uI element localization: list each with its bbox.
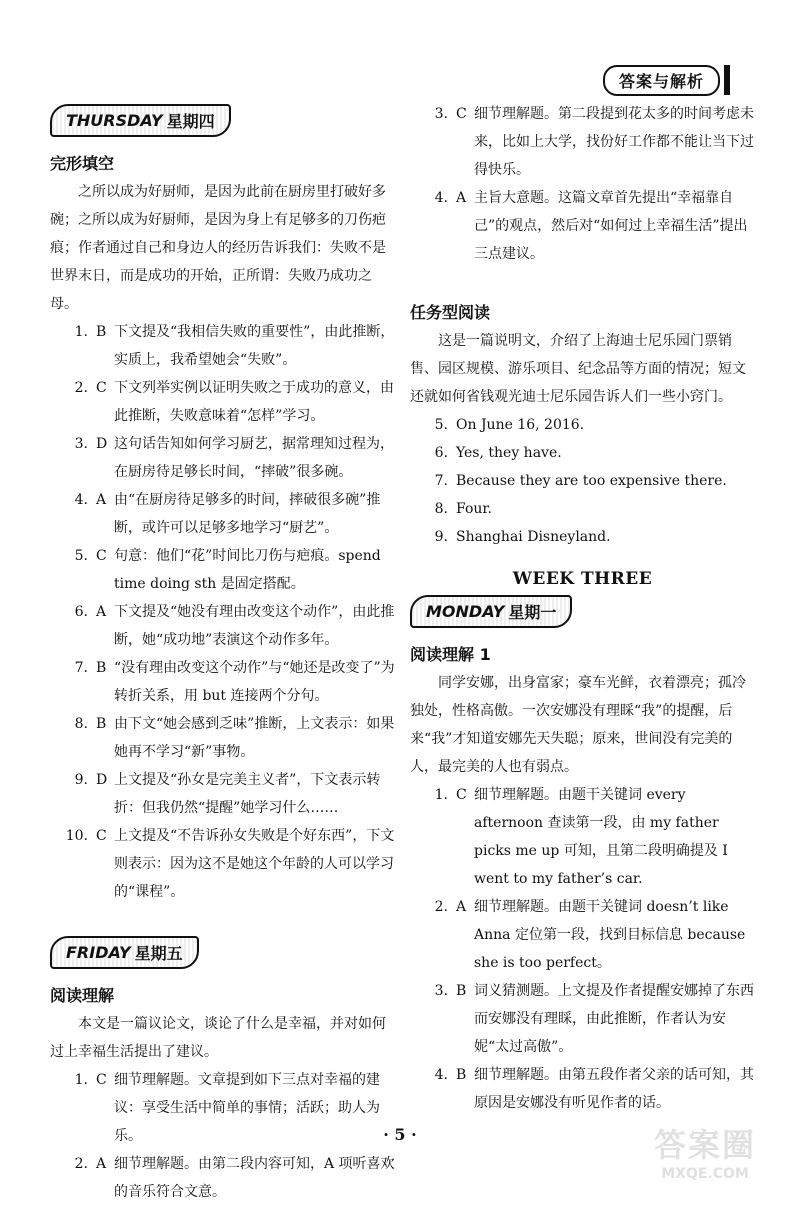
day-tag-friday	[50, 936, 199, 969]
page-number: · 5 ·	[383, 1125, 417, 1144]
answer-item	[50, 374, 395, 430]
reading-answer-list-cont	[410, 100, 755, 268]
week-title: WEEK THREE	[512, 569, 653, 589]
item-text: Shanghai Disneyland.	[456, 529, 611, 545]
item-num: 3.	[434, 983, 448, 999]
day-tag-en: FRIDAY	[66, 943, 131, 962]
item-answer: B	[96, 324, 107, 340]
item-answer: C	[96, 828, 107, 844]
item-num: 2.	[434, 899, 448, 915]
item-text: 下文提及“她没有理由改变这个动作”，由此推断，她“成功地”表演这个动作多年。	[114, 604, 395, 648]
item-num: 4.	[434, 1067, 448, 1083]
item-answer: A	[456, 899, 467, 915]
item-text: 细节理解题。文章提到如下三点对幸福的建议：享受生活中简单的事情；活跃；助人为乐。	[114, 1072, 380, 1144]
item-answer: C	[96, 1072, 107, 1088]
item-num: 3.	[434, 106, 448, 122]
item-text: 细节理解题。由第五段作者父亲的话可知，其原因是安娜没有听见作者的话。	[474, 1067, 754, 1111]
item-answer: B	[96, 716, 107, 732]
item-num: 9.	[434, 529, 448, 545]
item-num: 2.	[74, 1156, 88, 1172]
item-num: 9.	[74, 772, 88, 788]
reading-1-answer-list	[410, 781, 755, 1117]
reading-summary: 本文是一篇议论文，谈论了什么是幸福，并对如何过上幸福生活提出了建议。	[50, 1016, 386, 1060]
item-text: 词义猜测题。上文提及作者提醒安娜掉了东西而安娜没有理睬，由此推断，作者认为安妮“太过高傲”。	[474, 983, 754, 1055]
answer-item	[410, 184, 755, 268]
item-text: 由下文“她会感到乏味”推断，上文表示：如果她再不学习“新”事物。	[114, 716, 395, 760]
item-answer: D	[96, 436, 108, 452]
item-num: 4.	[74, 492, 88, 508]
task-answer-list	[410, 411, 755, 551]
day-tag-thursday	[50, 104, 231, 137]
answer-item	[410, 523, 755, 551]
item-text: Yes, they have.	[456, 445, 562, 461]
item-num: 6.	[434, 445, 448, 461]
answer-item	[50, 318, 395, 374]
item-answer: B	[456, 1067, 467, 1083]
item-text: 细节理解题。由题干关键词 doesn’t like Anna 定位第一段，找到目标信息 because she is too perfect。	[474, 899, 746, 971]
item-text: 这句话告知如何学习厨艺，据常理知过程为，在厨房待足够长时间，“摔破”很多碗。	[114, 436, 394, 480]
item-num: 1.	[74, 324, 88, 340]
item-text: 下文列举实例以证明失败之于成功的意义，由此推断，失败意味着“怎样”学习。	[114, 380, 394, 424]
item-num: 7.	[434, 473, 448, 489]
item-text: 细节理解题。由第二段内容可知，A 项听喜欢的音乐符合文意。	[114, 1156, 395, 1200]
item-num: 2.	[74, 380, 88, 396]
answer-item	[50, 486, 395, 542]
item-num: 1.	[74, 1072, 88, 1088]
answer-item	[410, 977, 755, 1061]
item-text: 上文提及“孙女是完美主义者”，下文表示转折：但我仍然“提醒”她学习什么……	[114, 772, 381, 816]
item-text: 下文提及“我相信失败的重要性”，由此推断，实质上，我希望她会“失败”。	[114, 324, 395, 368]
day-tag-monday	[410, 595, 572, 628]
cloze-answer-list	[50, 318, 395, 906]
answer-item	[50, 710, 395, 766]
answer-item	[410, 100, 755, 184]
item-answer: A	[96, 604, 107, 620]
day-tag-cn: 星期一	[508, 603, 557, 622]
item-num: 3.	[74, 436, 88, 452]
item-answer: C	[456, 106, 467, 122]
item-num: 5.	[74, 548, 88, 564]
spacer	[410, 268, 755, 294]
answer-item	[50, 1150, 395, 1206]
cloze-summary: 之所以成为好厨师，是因为此前在厨房里打破好多碗；之所以成为好厨师，是因为身上有足够多的刀伤疤痕；作者通过自己和身边人的经历告诉我们：失败不是世界末日，而是成功的开始，正所谓：失败乃成功之母。	[50, 184, 386, 312]
item-answer: B	[96, 660, 107, 676]
answer-item	[410, 781, 755, 893]
item-answer: A	[96, 492, 107, 508]
watermark-url: MXQE.COM	[661, 1166, 749, 1182]
item-answer: D	[96, 772, 108, 788]
item-text: 句意：他们“花”时间比刀伤与疤痕。spend time doing sth 是固定搭配。	[114, 548, 381, 592]
day-tag-cn: 星期四	[166, 112, 215, 131]
item-answer: A	[456, 190, 467, 206]
answer-item	[50, 822, 395, 906]
spacer	[50, 906, 395, 932]
item-text: “没有理由改变这个动作”与“她还是改变了”为转折关系，用 but 连接两个分句。	[114, 660, 395, 704]
right-column	[410, 100, 755, 1117]
answer-item	[50, 598, 395, 654]
item-text: 细节理解题。由题干关键词 every afternoon 查读第一段，由 my father picks me up 可知，且第二段明确提及 I went to my father’s car.	[474, 787, 728, 887]
header-section-tag	[603, 65, 730, 95]
day-tag-en: THURSDAY	[66, 111, 163, 130]
watermark-logo	[630, 1120, 780, 1190]
item-answer: A	[96, 1156, 107, 1172]
section-title-cloze: 完形填空	[50, 154, 115, 173]
reading-1-summary: 同学安娜，出身富家；豪车光鲜，衣着漂亮；孤冷独处，性格高傲。一次安娜没有理睬“我”的提醒，后来“我”才知道安娜先天失聪；原来，世间没有完美的人，最完美的人也有弱点。	[410, 675, 746, 775]
answer-item	[50, 542, 395, 598]
answer-item	[50, 654, 395, 710]
item-answer: C	[96, 548, 107, 564]
answer-item	[410, 1061, 755, 1117]
item-text: 细节理解题。第二段提到花太多的时间考虑未来，比如上大学，找份好工作都不能让当下过得快乐。	[474, 106, 754, 178]
answer-item	[410, 495, 755, 523]
item-answer: C	[456, 787, 467, 803]
answer-item	[410, 467, 755, 495]
item-text: 上文提及“不告诉孙女失败是个好东西”，下文则表示：因为这不是她这个年龄的人可以学习的“课程”。	[114, 828, 395, 900]
section-title-reading: 阅读理解	[50, 986, 115, 1005]
left-column	[50, 100, 395, 1206]
answer-item	[50, 430, 395, 486]
day-tag-en: MONDAY	[426, 602, 505, 621]
section-title-task-reading: 任务型阅读	[410, 303, 491, 322]
item-text: 由“在厨房待足够多的时间，摔破很多碗”推断，或许可以足够多地学习“厨艺”。	[114, 492, 381, 536]
item-num: 7.	[74, 660, 88, 676]
item-num: 5.	[434, 417, 448, 433]
section-title-reading-1: 阅读理解 1	[410, 645, 491, 664]
header-tag-label: 答案与解析	[603, 65, 720, 96]
item-num: 1.	[434, 787, 448, 803]
item-answer: B	[456, 983, 467, 999]
item-text: On June 16, 2016.	[456, 417, 585, 433]
item-num: 8.	[74, 716, 88, 732]
answer-item	[410, 893, 755, 977]
header-tag-bar	[724, 65, 730, 95]
item-answer: C	[96, 380, 107, 396]
item-num: 4.	[434, 190, 448, 206]
answer-item	[410, 439, 755, 467]
watermark-logo-text: 答案圈	[653, 1126, 756, 1164]
item-num: 8.	[434, 501, 448, 517]
item-text: Because they are too expensive there.	[456, 473, 727, 489]
item-num: 10.	[65, 828, 88, 844]
answer-item	[50, 766, 395, 822]
task-reading-summary: 这是一篇说明文，介绍了上海迪士尼乐园门票销售、园区规模、游乐项目、纪念品等方面的情况；短文还就如何省钱观光迪士尼乐园告诉人们一些小窍门。	[410, 333, 746, 405]
item-text: 主旨大意题。这篇文章首先提出“幸福靠自己”的观点，然后对“如何过上幸福生活”提出三点建议。	[474, 190, 748, 262]
item-text: Four.	[456, 501, 492, 517]
day-tag-cn: 星期五	[134, 944, 183, 963]
answer-item	[410, 411, 755, 439]
item-num: 6.	[74, 604, 88, 620]
